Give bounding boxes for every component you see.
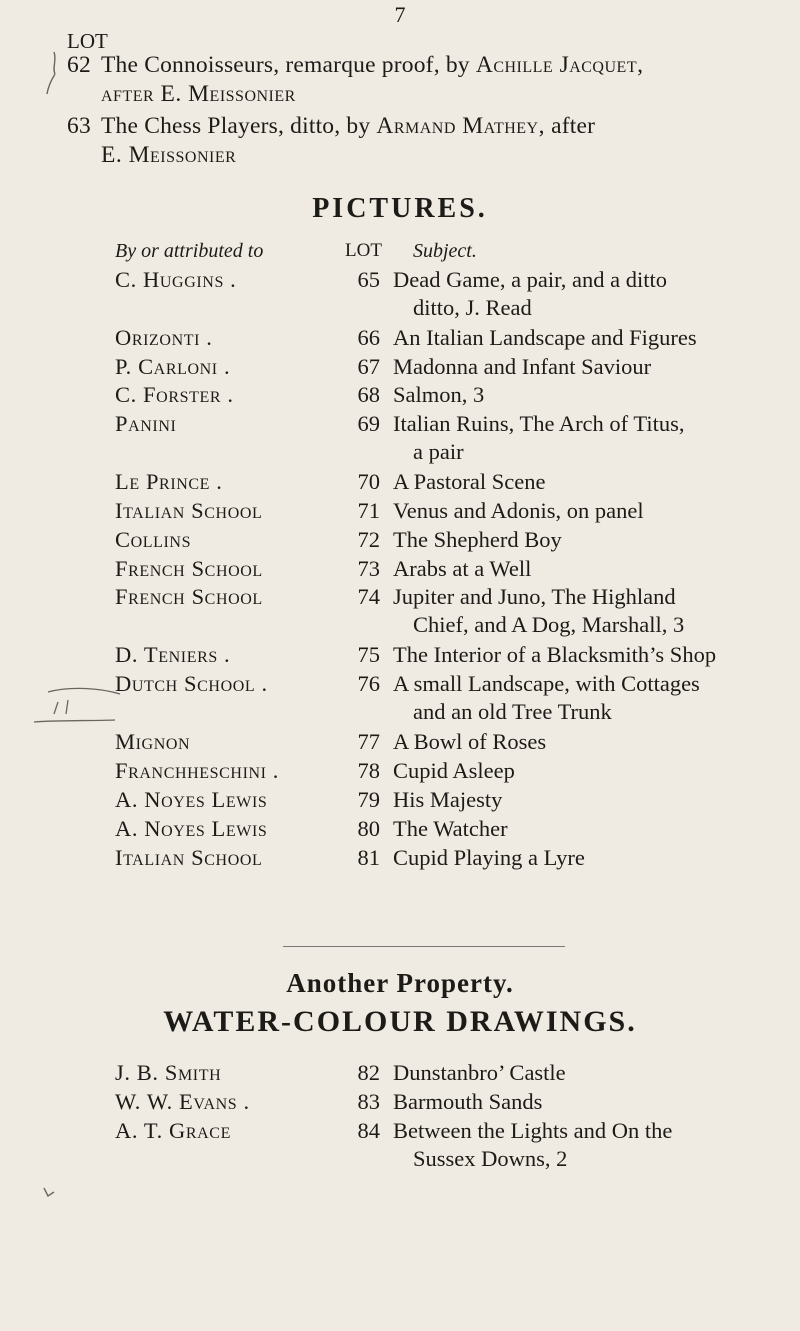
subject xyxy=(393,266,793,322)
lot-number: 83 xyxy=(357,1089,380,1114)
subject-text: The Shepherd Boy xyxy=(393,527,562,552)
subject-text: A Bowl of Roses xyxy=(393,729,547,754)
artist-name: J. B. Smith xyxy=(115,1060,222,1085)
lot-number: 69 xyxy=(357,411,380,436)
artist-name: French School xyxy=(115,584,263,609)
subject-column-heading: Subject. xyxy=(413,240,477,262)
subject xyxy=(393,1059,793,1087)
subject xyxy=(393,410,793,466)
margin-mark-icon xyxy=(42,48,62,98)
subject xyxy=(393,728,793,756)
artist-name: Italian School xyxy=(115,498,263,523)
subject xyxy=(393,526,793,554)
lot-number: 72 xyxy=(357,527,380,552)
subject-text: His Majesty xyxy=(393,787,503,812)
lot-number: 73 xyxy=(357,556,380,581)
subject-text: Madonna and Infant Saviour xyxy=(393,354,652,379)
subject xyxy=(393,381,793,409)
subject xyxy=(393,786,793,814)
artist-name: Collins xyxy=(115,527,192,552)
watercolour-heading: WATER-COLOUR DRAWINGS. xyxy=(163,1005,637,1038)
subject-text: The Interior of a Blacksmith’s Shop xyxy=(393,642,717,667)
subject xyxy=(393,757,793,785)
subject-text: Dead Game, a pair, and a ditto xyxy=(393,267,667,292)
artist-name: Panini xyxy=(115,411,177,436)
intro-lot-number: 63 xyxy=(67,113,91,139)
lot-number: 81 xyxy=(357,845,380,870)
artist-name: French School xyxy=(115,556,263,581)
lot-number: 80 xyxy=(357,816,380,841)
intro-lot-continuation: E. Meissonier xyxy=(101,142,237,168)
lot-number: 82 xyxy=(357,1060,380,1085)
pictures-heading: PICTURES. xyxy=(312,193,488,224)
artist-name: C. Huggins . xyxy=(115,267,237,292)
subject xyxy=(393,1088,793,1116)
subject-continuation: Chief, and A Dog, Marshall, 3 xyxy=(413,612,685,637)
intro-lot-tail: after xyxy=(545,113,596,139)
subject-continuation: and an old Tree Trunk xyxy=(413,699,612,724)
subject-continuation: Sussex Downs, 2 xyxy=(413,1146,568,1171)
subject xyxy=(393,497,793,525)
subject xyxy=(393,583,793,639)
artist-name: Dutch School . xyxy=(115,671,268,696)
subject xyxy=(393,324,793,352)
artist-column-heading: By or attributed to xyxy=(115,240,264,262)
pencil-mark-icon xyxy=(20,680,130,740)
lot-number: 76 xyxy=(357,671,380,696)
intro-lot-number: 62 xyxy=(67,52,91,78)
artist-name: Franchheschini . xyxy=(115,758,280,783)
artist-name: P. Carloni . xyxy=(115,354,231,379)
lot-column-label: LOT xyxy=(67,29,108,53)
artist-name: Le Prince . xyxy=(115,469,223,494)
lot-number: 78 xyxy=(357,758,380,783)
artist-name: A. T. Grace xyxy=(115,1118,231,1143)
subject xyxy=(393,815,793,843)
lot-number: 75 xyxy=(357,642,380,667)
margin-mark-icon xyxy=(40,1184,60,1202)
lot-number: 77 xyxy=(357,729,380,754)
intro-lot-artist: Achille Jacquet, xyxy=(475,52,644,78)
intro-lot-62 xyxy=(67,51,787,109)
subject-text: Between the Lights and On the xyxy=(393,1118,673,1143)
lot-number: 68 xyxy=(357,382,380,407)
subject-text: Dunstanbro’ Castle xyxy=(393,1060,566,1085)
subject-text: Salmon, 3 xyxy=(393,382,485,407)
subject xyxy=(393,670,793,726)
subject-text: A Pastoral Scene xyxy=(393,469,546,494)
subject xyxy=(393,353,793,381)
subject xyxy=(393,1117,793,1173)
subject-text: Barmouth Sands xyxy=(393,1089,543,1114)
lot-number: 66 xyxy=(357,325,380,350)
lot-number: 74 xyxy=(357,584,380,609)
subject-text: Venus and Adonis, on panel xyxy=(393,498,644,523)
page-number: 7 xyxy=(394,2,406,27)
another-property-heading: Another Property. xyxy=(286,968,514,998)
intro-lot-artist: Armand Mathey, xyxy=(376,113,545,139)
artist-name: A. Noyes Lewis xyxy=(115,816,268,841)
lot-number: 67 xyxy=(357,354,380,379)
lot-number: 70 xyxy=(357,469,380,494)
divider xyxy=(283,946,565,947)
lot-number: 71 xyxy=(357,498,380,523)
artist-name: W. W. Evans . xyxy=(115,1089,250,1114)
subject-continuation: a pair xyxy=(413,439,464,464)
artist-name: A. Noyes Lewis xyxy=(115,787,268,812)
subject xyxy=(393,641,793,669)
intro-lot-text: The Chess Players, ditto, by xyxy=(101,113,377,139)
subject-text: The Watcher xyxy=(393,816,508,841)
artist-name: Mignon xyxy=(115,729,191,754)
subject-text: Italian Ruins, The Arch of Titus, xyxy=(393,411,685,436)
artist-name: D. Teniers . xyxy=(115,642,231,667)
lot-number: 65 xyxy=(357,267,380,292)
lot-number: 79 xyxy=(357,787,380,812)
subject-text: A small Landscape, with Cottages xyxy=(393,671,700,696)
subject xyxy=(393,555,793,583)
subject-text: Arabs at a Well xyxy=(393,556,532,581)
artist-name: C. Forster . xyxy=(115,382,234,407)
artist-name: Italian School xyxy=(115,845,263,870)
subject-continuation: ditto, J. Read xyxy=(413,295,532,320)
subject-text: An Italian Landscape and Figures xyxy=(393,325,697,350)
subject-text: Cupid Playing a Lyre xyxy=(393,845,585,870)
subject xyxy=(393,468,793,496)
artist-name: Orizonti . xyxy=(115,325,213,350)
intro-lot-63 xyxy=(67,112,787,170)
intro-lot-continuation: after E. Meissonier xyxy=(101,81,296,107)
lot-column-heading: LOT xyxy=(345,240,382,261)
subject-text: Jupiter and Juno, The Highland xyxy=(393,584,676,609)
intro-lot-text: The Connoisseurs, remarque proof, by xyxy=(101,52,476,78)
subject-text: Cupid Asleep xyxy=(393,758,515,783)
subject xyxy=(393,844,793,872)
lot-number: 84 xyxy=(357,1118,380,1143)
